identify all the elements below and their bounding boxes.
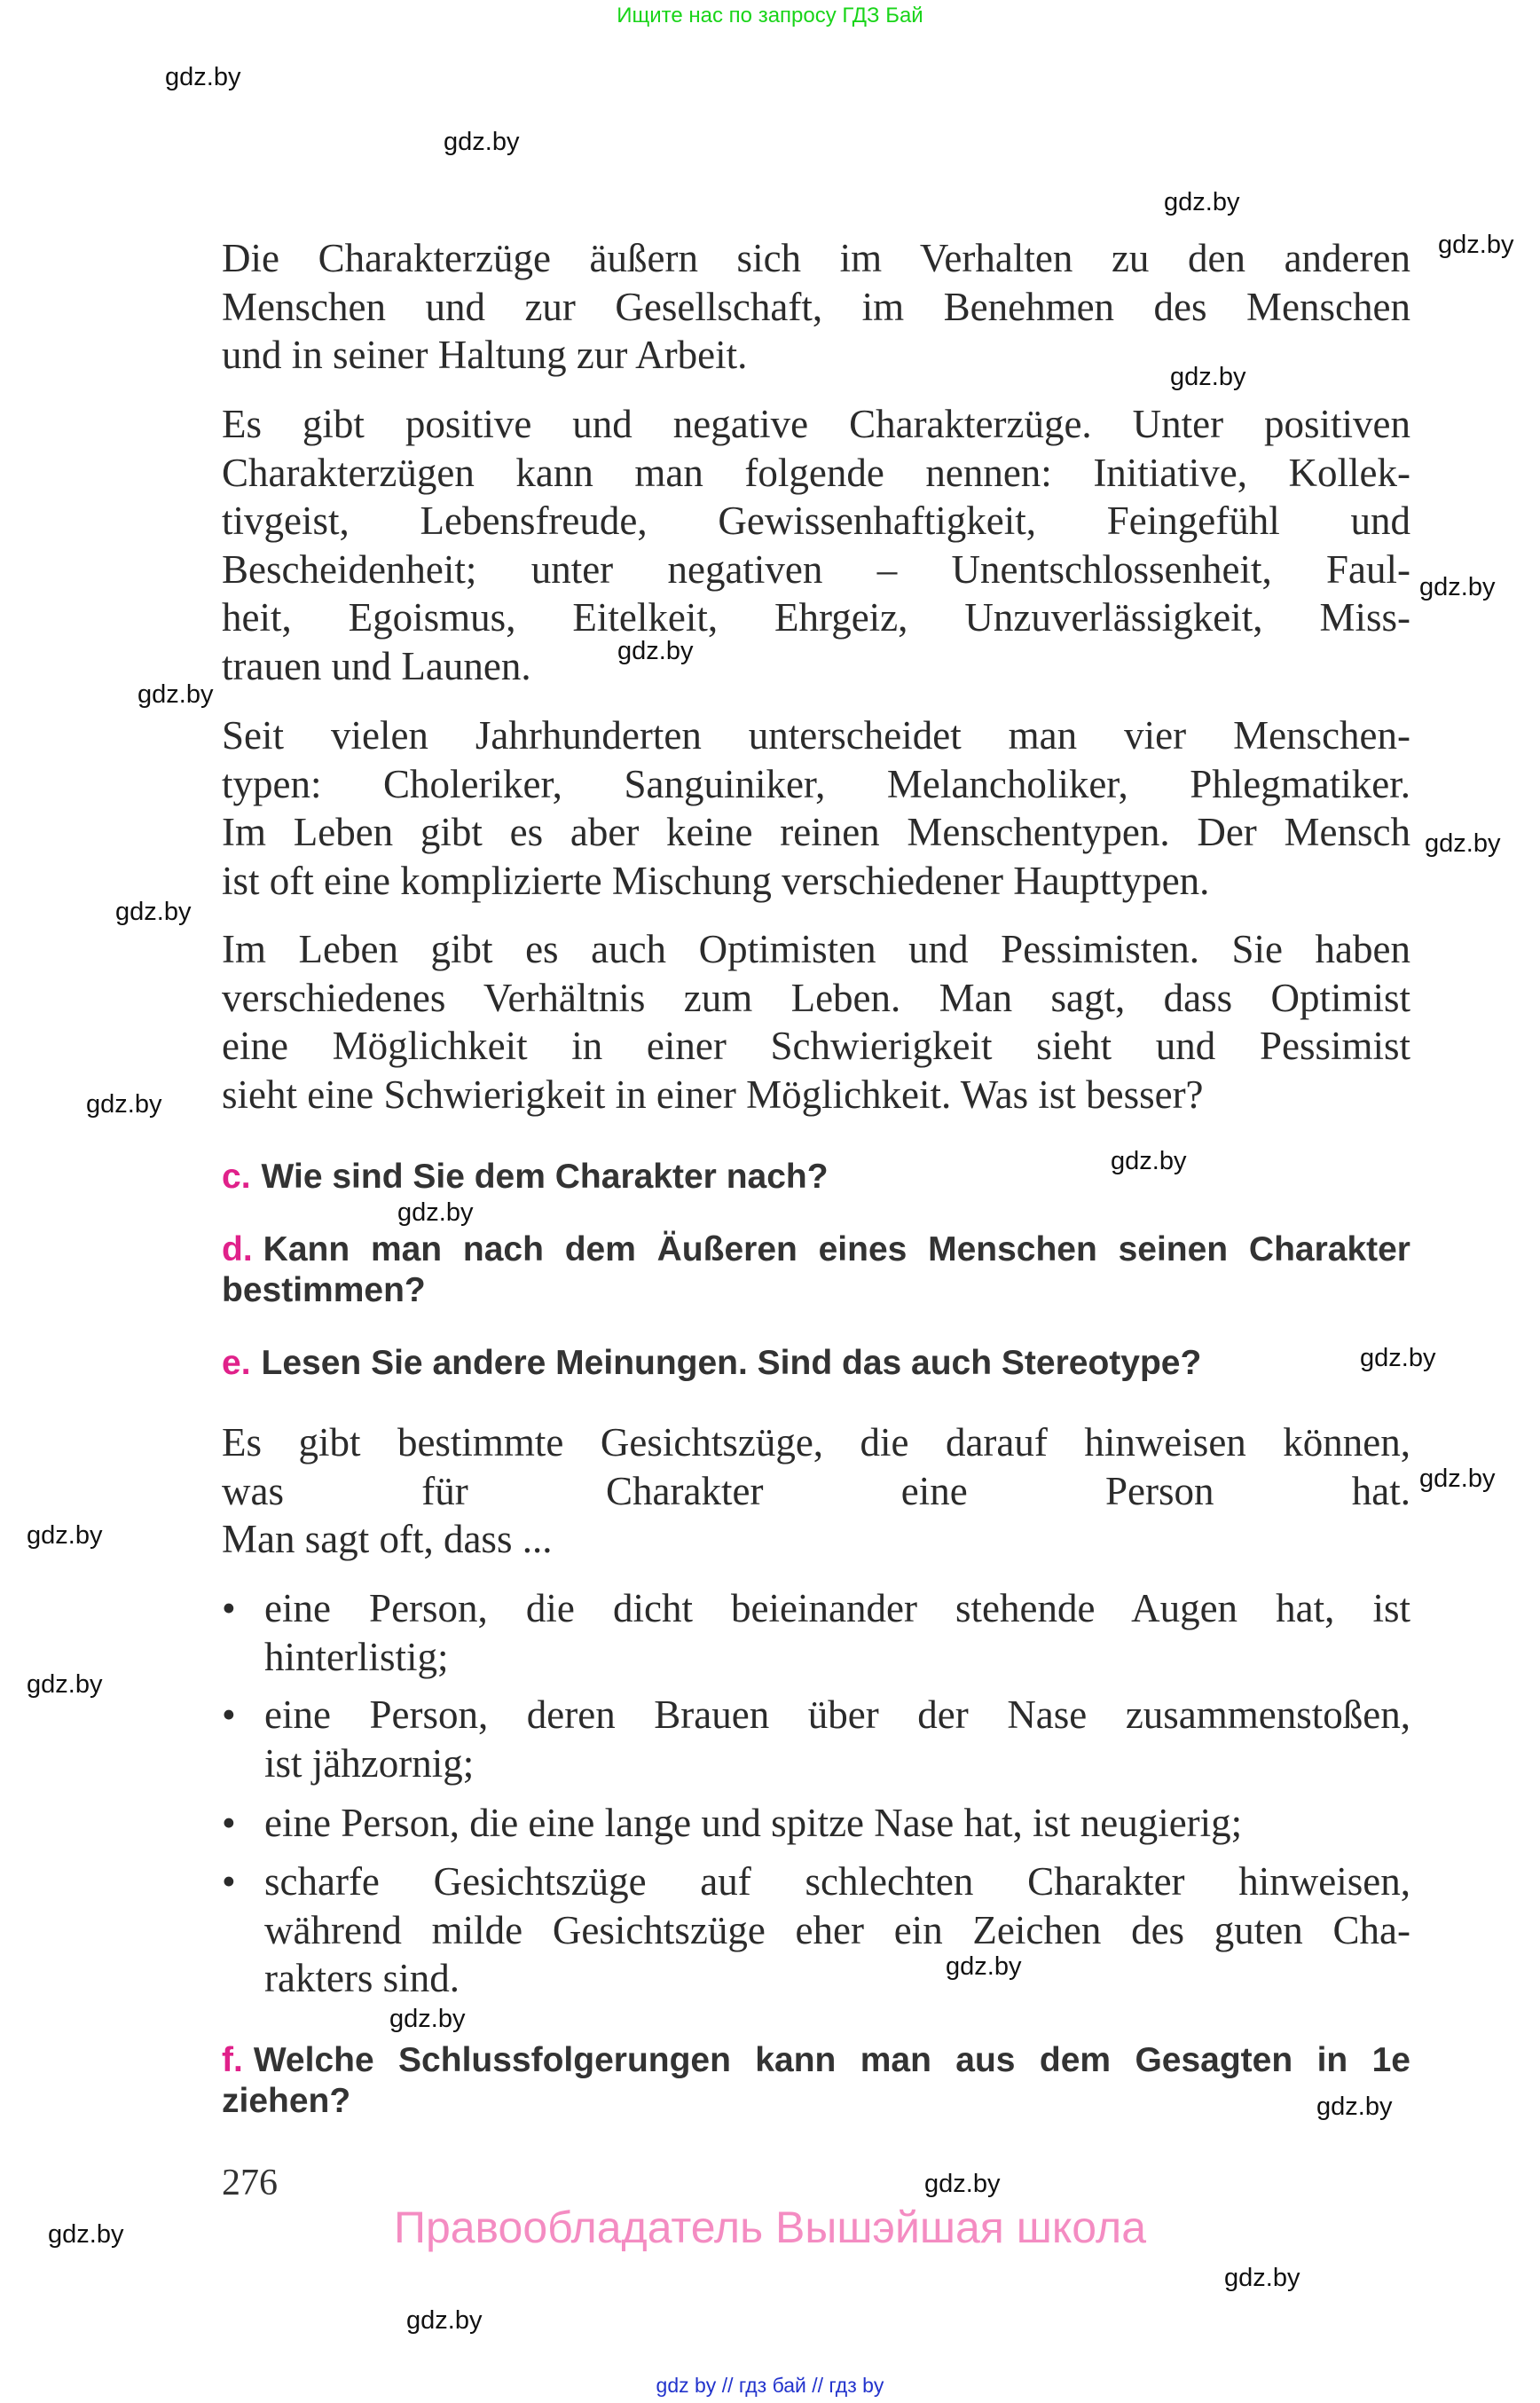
watermark: gdz.by [27, 1521, 103, 1550]
watermark: gdz.by [1438, 231, 1514, 259]
text-line: Seit vielen Jahrhunderten unterscheidet man vier Menschen- [222, 713, 1410, 758]
watermark: gdz.by [27, 1670, 103, 1699]
watermark: gdz.by [138, 680, 214, 709]
watermark: gdz.by [86, 1090, 162, 1119]
text-line: trauen und Launen. [222, 643, 531, 688]
watermark: gdz.by [924, 2170, 1001, 2198]
text-line: bestimmen? [222, 1271, 426, 1309]
watermark: gdz.by [165, 63, 241, 91]
watermark: gdz.by [1224, 2264, 1300, 2292]
text-line: eine Person, die eine lange und spitze Nase hat, ist neugierig; [264, 1801, 1243, 1845]
watermark: gdz.by [1170, 363, 1246, 391]
text-line: hinterlistig; [264, 1634, 449, 1679]
watermark: gdz.by [617, 637, 694, 665]
bullet-icon: • [222, 1586, 236, 1630]
bullet-item [222, 1857, 1410, 2003]
text-line: c. Wie sind Sie dem Charakter nach? [222, 1158, 829, 1196]
watermark: gdz.by [1419, 1465, 1496, 1493]
text-line: sieht eine Schwierigkeit in einer Möglichkeit. Was ist besser? [222, 1072, 1204, 1117]
watermark: gdz.by [1360, 1344, 1436, 1372]
text-line: heit, Egoismus, Eitelkeit, Ehrgeiz, Unzuverlässigkeit, Miss- [222, 595, 1410, 640]
paragraph [222, 234, 1410, 380]
bullet-icon: • [222, 1859, 236, 1904]
watermark: gdz.by [444, 128, 520, 156]
watermark: gdz.by [389, 2005, 466, 2033]
text-line: tivgeist, Lebensfreude, Gewissenhaftigkeit, Feingefühl und [222, 499, 1410, 543]
text-line: was für Charakter eine Person hat. [222, 1468, 1410, 1513]
paragraph [222, 711, 1410, 905]
footer-links[interactable]: gdz by // гдз бай // гдз by [656, 2374, 884, 2397]
bullet-icon: • [222, 1801, 236, 1845]
text-line: Die Charakterzüge äußern sich im Verhalten zu den anderen [222, 236, 1410, 280]
question-c [222, 1157, 1410, 1198]
text-line: Bescheidenheit; unter negativen – Unentschlossenheit, Faul- [222, 546, 1410, 592]
watermark: gdz.by [1316, 2093, 1393, 2121]
watermark: gdz.by [1164, 188, 1240, 216]
paragraph [222, 400, 1410, 690]
text-line: während milde Gesichtszüge eher ein Zeichen des guten Cha- [264, 1907, 1410, 1952]
text-line: Es gibt positive und negative Charakterzüge. Unter positiven [222, 402, 1410, 446]
text-line: verschiedenes Verhältnis zum Leben. Man sagt, dass Optimist [222, 975, 1410, 1020]
paragraph [222, 1418, 1410, 1564]
watermark: gdz.by [1425, 829, 1501, 858]
text-line: rakters sind. [264, 1956, 460, 2000]
watermark: gdz.by [1419, 573, 1496, 601]
search-hint-banner: Ищите нас по запросу ГДЗ Бай [617, 4, 923, 27]
bullet-icon: • [222, 1692, 236, 1737]
text-line: Menschen und zur Gesellschaft, im Benehmen des Menschen [222, 284, 1410, 329]
watermark: gdz.by [397, 1198, 474, 1227]
question-letter: c. [222, 1158, 251, 1196]
question-e [222, 1343, 1410, 1384]
text-line: Charakterzügen kann man folgende nennen: Initiative, Kollek- [222, 450, 1410, 495]
bullet-item [222, 1584, 1410, 1681]
question-f [222, 2040, 1410, 2122]
question-letter: e. [222, 1344, 251, 1382]
text-line: ziehen? [222, 2082, 351, 2120]
watermark: gdz.by [115, 898, 192, 926]
text-line: eine Person, deren Brauen über der Nase zusammenstoßen, [264, 1692, 1410, 1737]
text-line: Im Leben gibt es aber keine reinen Menschentypen. Der Mensch [222, 810, 1410, 854]
text-line: e. Lesen Sie andere Meinungen. Sind das auch Stereotype? [222, 1344, 1202, 1382]
text-line: typen: Choleriker, Sanguiniker, Melancholiker, Phlegmatiker. [222, 761, 1410, 806]
watermark: gdz.by [946, 1952, 1022, 1981]
text-line: d. Kann man nach dem Äußeren eines Menschen seinen Charakter [222, 1230, 1410, 1268]
text-line: ist jähzornig; [264, 1740, 475, 1786]
text-line: ist oft eine komplizierte Mischung verschiedener Haupttypen. [222, 858, 1210, 903]
question-letter: f. [222, 2041, 243, 2079]
text-line: eine Möglichkeit in einer Schwierigkeit sieht und Pessimist [222, 1024, 1410, 1068]
text-line: Man sagt oft, dass ... [222, 1517, 553, 1561]
paragraph [222, 925, 1410, 1119]
bullet-item [222, 1691, 1410, 1787]
question-letter: d. [222, 1230, 253, 1268]
text-line: eine Person, die dicht beieinander stehende Augen hat, ist [264, 1586, 1410, 1630]
bullet-item [222, 1799, 1410, 1848]
watermark: gdz.by [1111, 1147, 1187, 1175]
text-line: Im Leben gibt es auch Optimisten und Pessimisten. Sie haben [222, 927, 1410, 971]
watermark: gdz.by [48, 2220, 124, 2249]
question-d [222, 1229, 1410, 1311]
text-line: und in seiner Haltung zur Arbeit. [222, 333, 748, 377]
text-line: Es gibt bestimmte Gesichtszüge, die darauf hinweisen können, [222, 1420, 1410, 1465]
text-line: f. Welche Schlussfolgerungen kann man aus dem Gesagten in 1e [222, 2041, 1410, 2079]
watermark: gdz.by [406, 2306, 483, 2335]
page-number: 276 [222, 2163, 278, 2203]
rights-holder-notice: Правообладатель Вышэйшая школа [394, 2203, 1146, 2252]
text-line: scharfe Gesichtszüge auf schlechten Charakter hinweisen, [264, 1859, 1410, 1904]
